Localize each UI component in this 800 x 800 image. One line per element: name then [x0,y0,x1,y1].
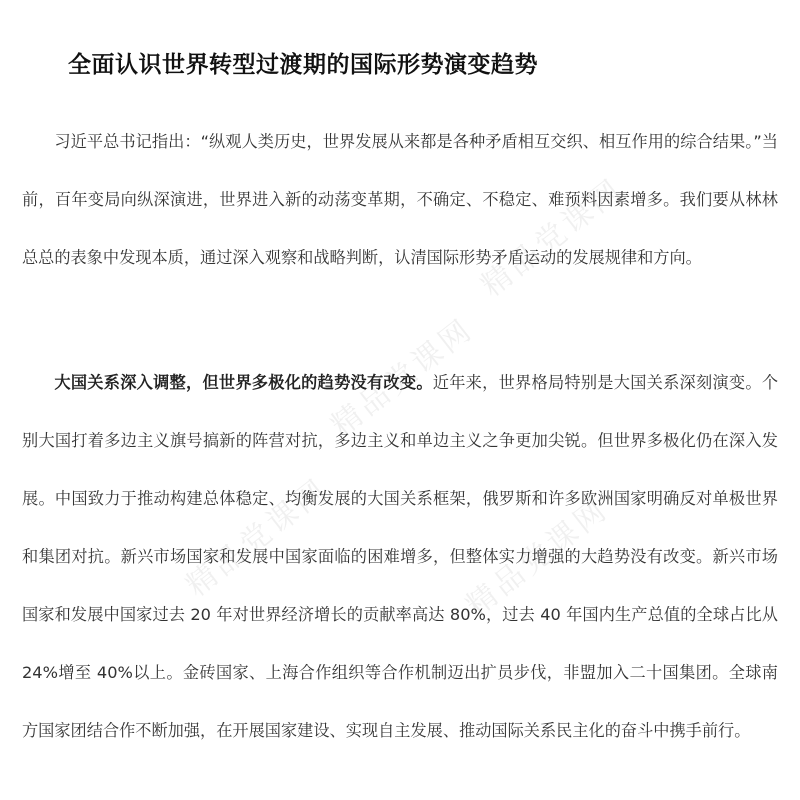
watermark-text: 精品党课网 [474,171,631,304]
watermark-text: 精品党课网 [179,471,336,604]
paragraph-1-text: 习近平总书记指出：“纵观人类历史，世界发展从来都是各种矛盾相互交织、相互作用的综合结果。”当前，百年变局向纵深演进，世界进入新的动荡变革期，不确定、不稳定、难预料因素增多。我们要从林林总总的表象中发现本质，通过深入观察和战略判断，认清国际形势矛盾运动的发展规律和方向。 [22,132,778,267]
paragraph-2-text: 近年来，世界格局特别是大国关系深刻演变。个别大国打着多边主义旗号搞新的阵营对抗，多边主义和单边主义之争更加尖锐。但世界多极化仍在深入发展。中国致力于推动构建总体稳定、均衡发展的大国关系框架，俄罗斯和许多欧洲国家明确反对单极世界和集团对抗。新兴市场国家和发展中国家面临的困难增多，但整体实力增强的大趋势没有改变。新兴市场国家和发展中国家过去 20 年对世界经济增长的贡献率高达 80%，过去 40 年国内生产总值的全球占比从 24%增至 40%以上。金砖国家、上海合作组织等合作机制迈出扩员步伐，非盟加入二十国集团。全球南方国家团结合作不断加强，在开展国家建设、实现自主发展、推动国际关系民主化的奋斗中携手前行。 [22,373,779,740]
watermark-text: 精品党课网 [459,491,616,624]
watermark-text: 精品党课网 [324,311,481,444]
paragraph-2-lead: 大国关系深入调整，但世界多极化的趋势没有改变。 [54,373,433,392]
document-title: 全面认识世界转型过渡期的国际形势演变趋势 [68,52,538,78]
paragraph-2 [22,354,778,760]
paragraph-1 [22,113,778,287]
